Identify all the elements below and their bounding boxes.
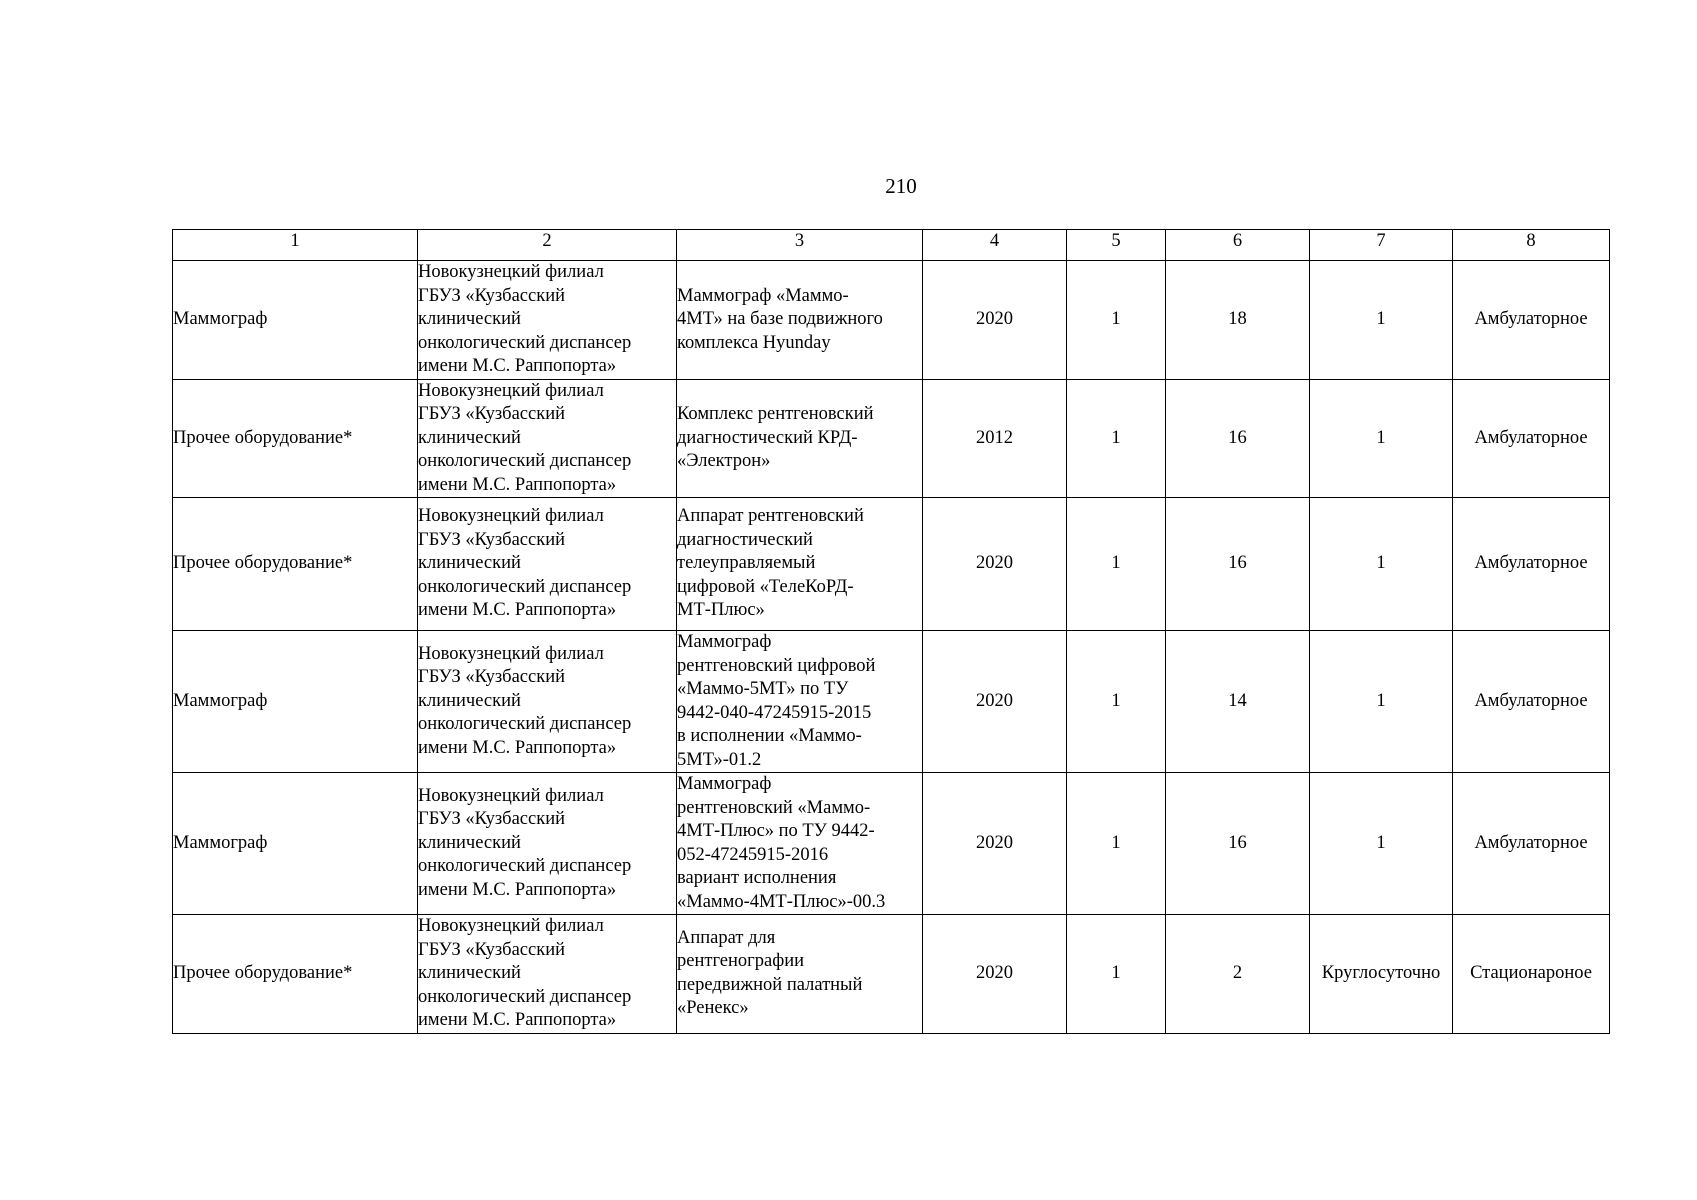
- year-cell: 2020: [923, 773, 1067, 915]
- column-6-cell: 14: [1166, 631, 1310, 773]
- table-row: [173, 379, 1610, 498]
- column-6-cell: 18: [1166, 261, 1310, 380]
- mode-cell: Амбулаторное: [1453, 379, 1610, 498]
- column-6-cell: 16: [1166, 498, 1310, 631]
- mode-cell: Стационароное: [1453, 915, 1610, 1034]
- quantity-cell: 1: [1067, 773, 1166, 915]
- header-cell-2: 2: [418, 230, 677, 261]
- column-6-cell: 16: [1166, 379, 1310, 498]
- header-cell-8: 8: [1453, 230, 1610, 261]
- organization-cell: [418, 773, 677, 915]
- header-cell-3: 3: [677, 230, 923, 261]
- column-7-cell: 1: [1310, 498, 1453, 631]
- organization-text: Новокузнецкий филиал ГБУЗ «Кузбасский клинический онкологический диспансер имени М.С. Раппопорта»: [418, 785, 632, 900]
- organization-text: Новокузнецкий филиал ГБУЗ «Кузбасский клинический онкологический диспансер имени М.С. Раппопорта»: [418, 643, 632, 758]
- column-6-cell: 16: [1166, 773, 1310, 915]
- model-text: Маммограф «Маммо- 4МТ» на базе подвижного комплекса Hyunday: [677, 285, 883, 353]
- column-7-cell: Круглосуточно: [1310, 915, 1453, 1034]
- mode-cell: Амбулаторное: [1453, 631, 1610, 773]
- table-header-row: [173, 230, 1610, 261]
- model-cell: [677, 631, 923, 773]
- column-7-cell: 1: [1310, 261, 1453, 380]
- model-cell: [677, 498, 923, 631]
- year-cell: 2020: [923, 498, 1067, 631]
- organization-text: Новокузнецкий филиал ГБУЗ «Кузбасский клинический онкологический диспансер имени М.С. Раппопорта»: [418, 506, 632, 621]
- equipment-name-cell: Прочее оборудование*: [173, 498, 418, 631]
- equipment-name-cell: Прочее оборудование*: [173, 379, 418, 498]
- model-text: Маммограф рентгеновский «Маммо- 4МТ-Плюс» по ТУ 9442- 052-47245915-2016 вариант исполнения «Маммо-4МТ-Плюс»-00.3: [677, 774, 886, 912]
- organization-cell: [418, 631, 677, 773]
- equipment-name-cell: Прочее оборудование*: [173, 915, 418, 1034]
- header-cell-7: 7: [1310, 230, 1453, 261]
- table-row: [173, 915, 1610, 1034]
- equipment-name-cell: Маммограф: [173, 773, 418, 915]
- quantity-cell: 1: [1067, 915, 1166, 1034]
- table-row: [173, 631, 1610, 773]
- quantity-cell: 1: [1067, 498, 1166, 631]
- year-cell: 2020: [923, 261, 1067, 380]
- year-cell: 2020: [923, 631, 1067, 773]
- header-cell-6: 6: [1166, 230, 1310, 261]
- organization-cell: [418, 915, 677, 1034]
- table-row: [173, 498, 1610, 631]
- organization-text: Новокузнецкий филиал ГБУЗ «Кузбасский клинический онкологический диспансер имени М.С. Раппопорта»: [418, 380, 632, 495]
- model-text: Аппарат рентгеновский диагностический телеуправляемый цифровой «ТелеКоРД- МТ-Плюс»: [677, 506, 864, 621]
- header-cell-1: 1: [173, 230, 418, 261]
- model-text: Аппарат для рентгенографии передвижной палатный «Ренекс»: [677, 927, 863, 1019]
- organization-text: Новокузнецкий филиал ГБУЗ «Кузбасский клинический онкологический диспансер имени М.С. Раппопорта»: [418, 262, 632, 376]
- quantity-cell: 1: [1067, 261, 1166, 380]
- table-row: [173, 773, 1610, 915]
- model-text: Комплекс рентгеновский диагностический КРД- «Электрон»: [677, 404, 874, 471]
- column-6-cell: 2: [1166, 915, 1310, 1034]
- column-7-cell: 1: [1310, 379, 1453, 498]
- equipment-name-cell: Маммограф: [173, 631, 418, 773]
- organization-cell: [418, 498, 677, 631]
- quantity-cell: 1: [1067, 631, 1166, 773]
- model-text: Маммограф рентгеновский цифровой «Маммо-5МТ» по ТУ 9442-040-47245915-2015 в исполнении «Маммо- 5МТ»-01.2: [677, 632, 876, 770]
- equipment-table: [172, 229, 1610, 1034]
- organization-cell: [418, 261, 677, 380]
- model-cell: [677, 915, 923, 1034]
- mode-cell: Амбулаторное: [1453, 498, 1610, 631]
- year-cell: 2012: [923, 379, 1067, 498]
- header-cell-5: 5: [1067, 230, 1166, 261]
- mode-cell: Амбулаторное: [1453, 773, 1610, 915]
- page-number: 210: [885, 174, 917, 198]
- model-cell: [677, 773, 923, 915]
- model-cell: [677, 379, 923, 498]
- organization-cell: [418, 379, 677, 498]
- equipment-name-cell: Маммограф: [173, 261, 418, 380]
- organization-text: Новокузнецкий филиал ГБУЗ «Кузбасский клинический онкологический диспансер имени М.С. Раппопорта»: [418, 916, 632, 1030]
- table-row: [173, 261, 1610, 380]
- mode-cell: Амбулаторное: [1453, 261, 1610, 380]
- quantity-cell: 1: [1067, 379, 1166, 498]
- column-7-cell: 1: [1310, 631, 1453, 773]
- model-cell: [677, 261, 923, 380]
- column-7-cell: 1: [1310, 773, 1453, 915]
- year-cell: 2020: [923, 915, 1067, 1034]
- header-cell-4: 4: [923, 230, 1067, 261]
